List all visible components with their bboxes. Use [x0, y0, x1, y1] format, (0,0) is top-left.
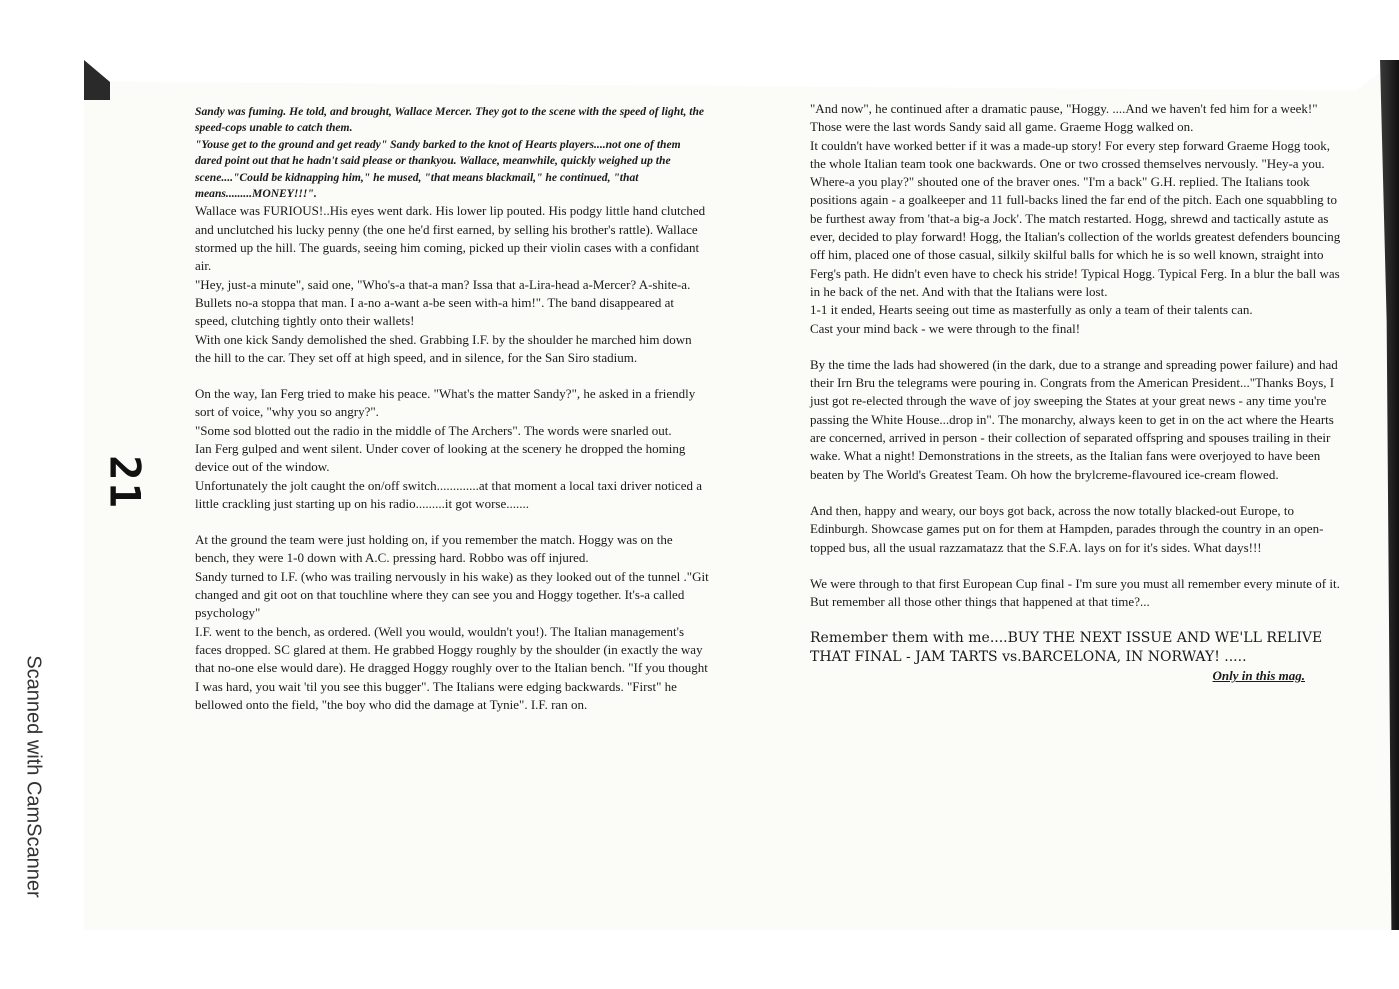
body-paragraph: It couldn't have worked better if it was a made-up story! For every step forward Graeme Hogg took, the whole Italian team took one backwards. One or two crossed themselves nervously. "Hey-a you. Where-a you play?" shouted one of the braver ones. "I'm a back" G.H. replied. The Italians took positions again - a goalkeeper and 11 full-backs lined the far end of the pitch. Each one squabbling to be furthest away from 'that-a big-a Jock'. The match restarted. Hogg, shrewd and tactically astute as ever, decided to play forward! Hogg, the Italian's collection of the worlds greatest defenders bouncing off him, placed one of those casual, silkily skilful balls for which he is so well known, straight into Ferg's path. He didn't even have to check his stride! Typical Hogg. Typical Ferg. In a blur the ball was in he back of the net. And with that the Italians were lost.: [810, 137, 1341, 299]
body-paragraph: "And now", he continued after a dramatic pause, "Hoggy. ....And we haven't fed him for a week!" Those were the last words Sandy said all game. Graeme Hogg walked on.: [810, 101, 1318, 135]
paragraph-gap: [195, 513, 710, 531]
body-paragraph: Sandy turned to I.F. (who was trailing nervously in his wake) as they looked out of the tunnel ."Git changed and git oot on that touchline where they can see you and Hoggy together. It's-a called psychology": [195, 568, 709, 621]
page-number: 21: [100, 455, 150, 510]
scan-shadow-left: [84, 60, 110, 100]
body-paragraph: "Hey, just-a minute", said one, "Who's-a that-a man? Issa that a-Lira-head a-Mercer? A-shite-a. Bullets no-a stoppa that man. I a-no a-want a-be seen with-a him!". The band disappeared at speed, clutching tightly onto their wallets!: [195, 276, 691, 329]
paragraph-gap: [195, 367, 710, 385]
intro-paragraph: "Youse get to the ground and get ready" Sandy barked to the knot of Hearts players....not one of them dared point out that he hadn't said please or thankyou. Wallace, meanwhile, quickly weighed up the scene...."Could be kidnapping him," he mused, "that means blackmail," he continued, "that means.........MONEY!!!".: [195, 137, 681, 201]
body-paragraph: Wallace was FURIOUS!..His eyes went dark. His lower lip pouted. His podgy little hand clutched and unclutched his lucky penny (the one he'd first earned, by selling his brother's rattle). Wallace stormed up the hill. The guards, seeing him coming, picked up their violin cases with a confidant air.: [195, 203, 706, 274]
intro-paragraph: Sandy was fuming. He told, and brought, Wallace Mercer. They got to the scene with the speed of light, the speed-cops unable to catch them.: [195, 105, 705, 135]
body-paragraph: By the time the lads had showered (in the dark, due to a strange and spreading power failure) and had their Irn Bru the telegrams were pouring in. Congrats from the American President..."Thanks Boys, I just got re-elected through the wave of joy sweeping the States at your great news - any time you're passing the White House...drop in". The monarchy, always keen to get in on the act where the Hearts are concerned, arrived in person - their collection of separated offspring and spouses trailing in their wake. What a night! Demonstrations in the streets, as the Italian fans were overjoyed to have been beaten by The World's Greatest Team. Oh how the brylcreme-flavoured ice-cream flowed.: [810, 356, 1338, 482]
paragraph-gap: [810, 484, 1345, 502]
body-paragraph: We were through to that first European Cup final - I'm sure you must all remember every minute of it. But remember all those other things that happened at that time?...: [810, 575, 1340, 610]
paragraph-gap: [810, 557, 1345, 575]
right-column: [810, 100, 1345, 686]
closing-call-to-action: Remember them with me....BUY THE NEXT ISSUE AND WE'LL RELIVE THAT FINAL - JAM TARTS vs.BARCELONA, IN NORWAY! .....: [810, 630, 1323, 666]
signoff: Only in this mag.: [1212, 668, 1305, 684]
paragraph-gap: [810, 338, 1345, 356]
body-paragraph: Ian Ferg gulped and went silent. Under cover of looking at the scenery he dropped the homing device out of the window.: [195, 441, 686, 475]
paragraph-gap: [810, 611, 1345, 629]
story-intro: [195, 104, 710, 202]
scanner-watermark: Scanned with CamScanner: [22, 655, 45, 898]
body-paragraph: With one kick Sandy demolished the shed. Grabbing I.F. by the shoulder he marched him down the hill to the car. They set off at high speed, and in silence, for the San Siro stadium.: [195, 331, 692, 365]
body-paragraph: 1-1 it ended, Hearts seeing out time as masterfully as only a team of their talents can.: [810, 302, 1253, 318]
body-paragraph: Cast your mind back - we were through to the final!: [810, 320, 1081, 336]
body-paragraph: At the ground the team were just holding on, if you remember the match. Hoggy was on the bench, they were 1-0 down with A.C. pressing hard. Robbo was off injured.: [195, 532, 673, 566]
body-paragraph: On the way, Ian Ferg tried to make his peace. "What's the matter Sandy?", he asked in a friendly sort of voice, "why you so angry?".: [195, 386, 696, 420]
body-paragraph: Unfortunately the jolt caught the on/off switch.............at that moment a local taxi driver noticed a little crackling just starting up on his radio.........it got worse.......: [195, 477, 702, 511]
left-column: [195, 104, 710, 714]
body-paragraph: I.F. went to the bench, as ordered. (Well you would, wouldn't you!). The Italian management's faces dropped. SC glared at them. He grabbed Hoggy roughly by the shoulder (in exactly the way that no-one else would dare). He dragged Hoggy roughly over to the Italian bench. "If you thought I was hard, you wait 'til you see this bugger". The Italians were edging backwards. "First" he bellowed onto the field, "the boy who did the damage at Tynie". I.F. ran on.: [195, 623, 708, 712]
body-paragraph: "Some sod blotted out the radio in the middle of The Archers". The words were snarled out.: [195, 422, 672, 438]
body-paragraph: And then, happy and weary, our boys got back, across the now totally blacked-out Europe, to Edinburgh. Showcase games put on for them at Hampden, parades through the country in an open-topped bus, all the usual razzamatazz that the S.F.A. lays on for it's sides. What days!!!: [810, 502, 1324, 555]
